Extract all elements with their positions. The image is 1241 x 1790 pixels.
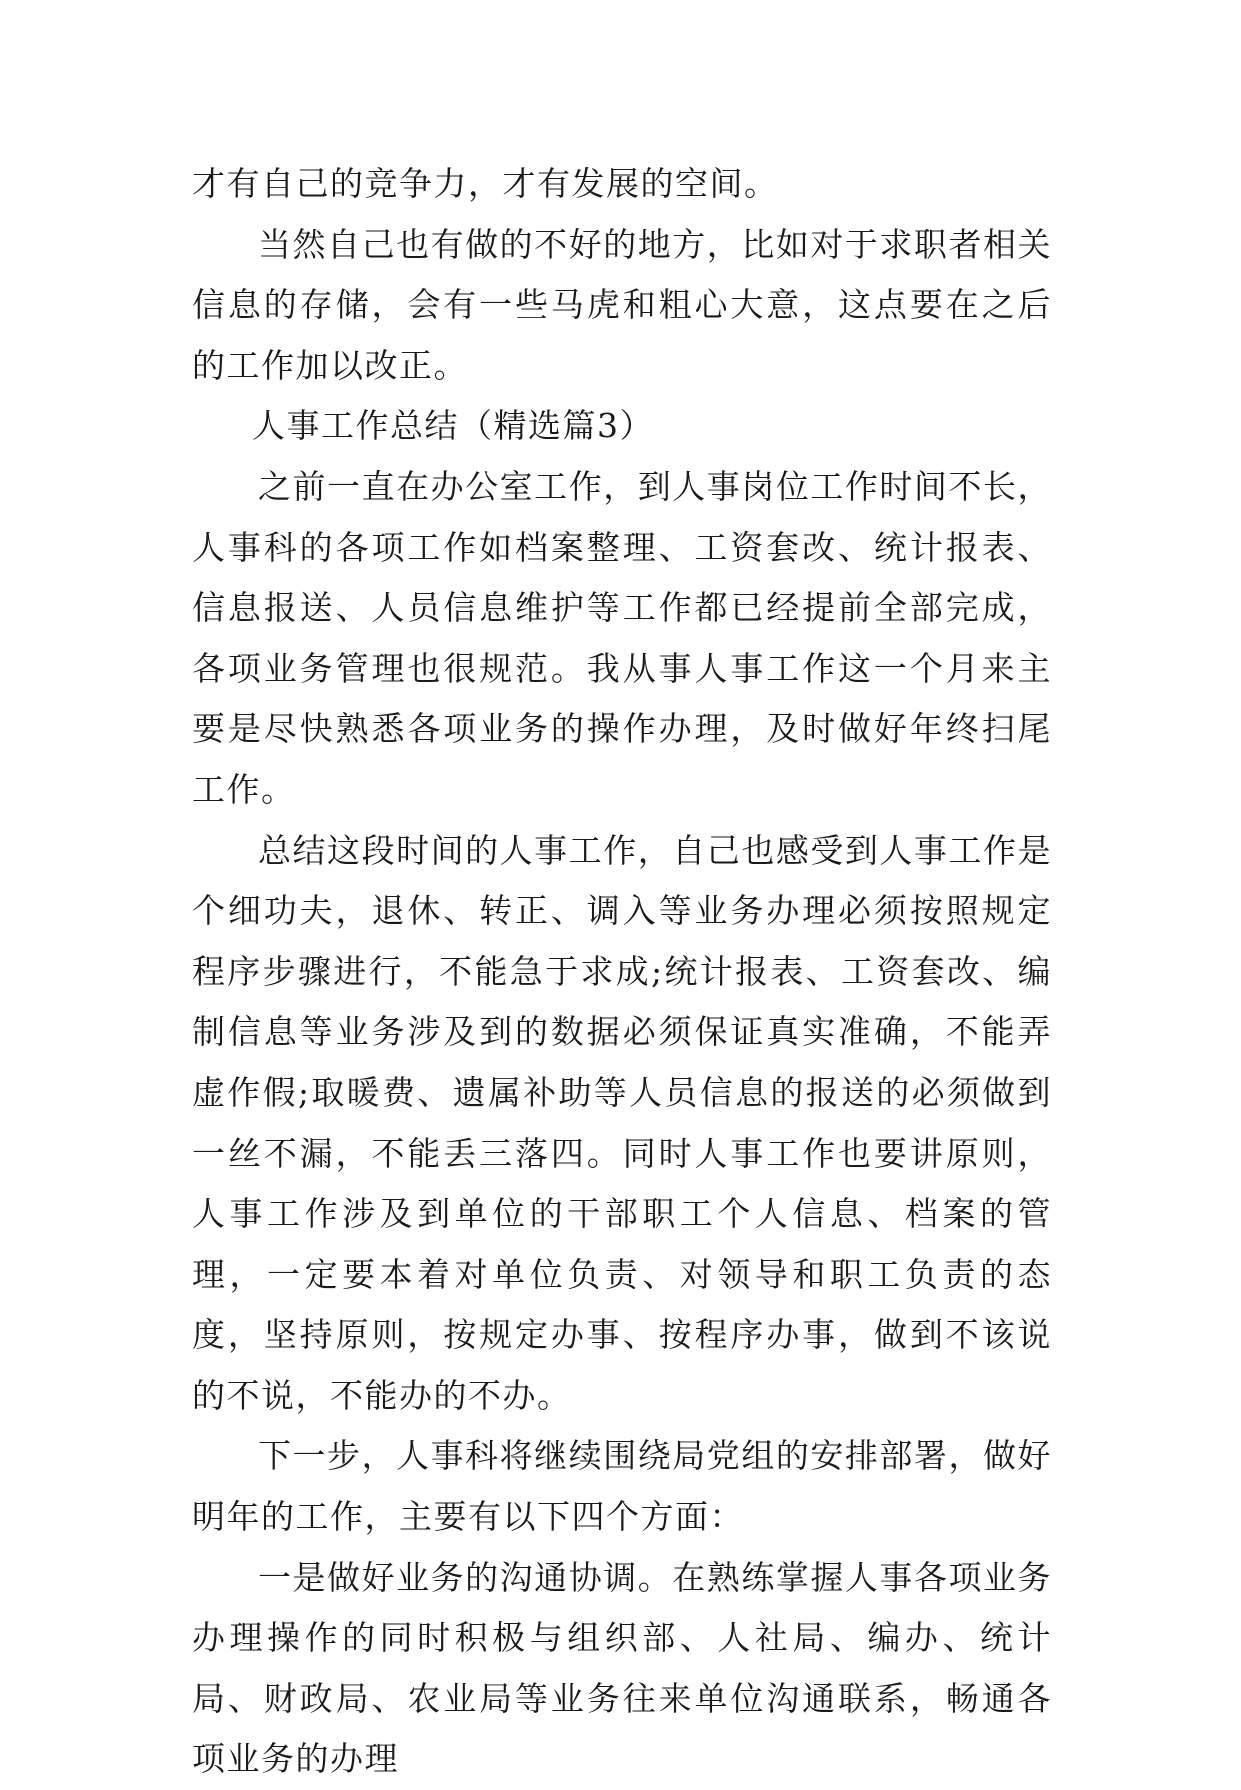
paragraph-intro: 之前一直在办公室工作，到人事岗位工作时间不长，人事科的各项工作如档案整理、工资套改、统计报表、信息报送、人员信息维护等工作都已经提前全部完成，各项业务管理也很规范。我从事人事工作这一个月来主要是尽快熟悉各项业务的操作办理，及时做好年终扫尾工作。 bbox=[192, 466, 1052, 809]
paragraph-shortcomings: 当然自己也有做的不好的地方，比如对于求职者相关信息的存储，会有一些马虎和粗心大意，这点要在之后的工作加以改正。 bbox=[192, 224, 1052, 385]
paragraph-next-steps: 下一步，人事科将继续围绕局党组的安排部署，做好明年的工作，主要有以下四个方面： bbox=[192, 1436, 1052, 1537]
paragraph-summary: 总结这段时间的人事工作，自己也感受到人事工作是个细功夫，退休、转正、调入等业务办理必须按照规定程序步骤进行，不能急于求成;统计报表、工资套改、编制信息等业务涉及到的数据必须保证真实准确，不能弄虚作假;取暖费、遗属补助等人员信息的报送的必须做到一丝不漏，不能丢三落四。同时人事工作也要讲原则，人事工作涉及到单位的干部职工个人信息、档案的管理，一定要本着对单位负责、对领导和职工负责的态度，坚持原则，按规定办事、按程序办事，做到不该说的不说，不能办的不办。 bbox=[192, 830, 1052, 1415]
document-body bbox=[192, 154, 1052, 1790]
paragraph-continuation: 才有自己的竞争力，才有发展的空间。 bbox=[192, 164, 779, 203]
paragraph-point-one: 一是做好业务的沟通协调。在熟练掌握人事各项业务办理操作的同时积极与组织部、人社局、编办、统计局、财政局、农业局等业务往来单位沟通联系，畅通各项业务的办理 bbox=[192, 1557, 1052, 1779]
section-heading: 人事工作总结（精选篇3） bbox=[252, 406, 654, 446]
